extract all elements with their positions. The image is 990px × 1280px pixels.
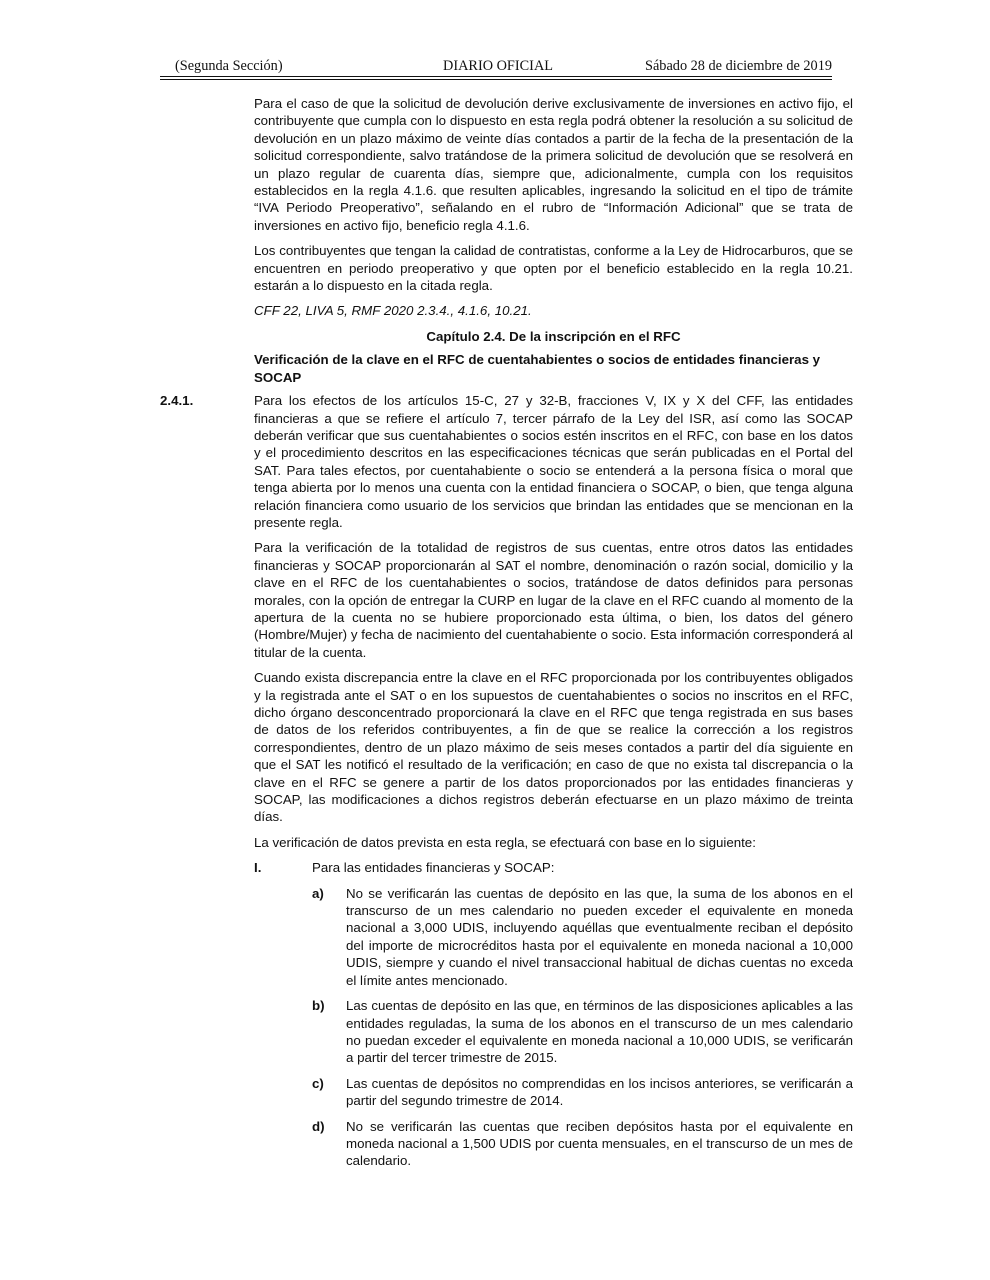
item-text: Las cuentas de depósitos no comprendidas en los incisos anteriores, se verificarán a partir del segundo trimestre de 2014. — [346, 1075, 853, 1109]
rule-heading: Verificación de la clave en el RFC de cuentahabientes o socios de entidades financieras y SOCAP — [254, 352, 821, 385]
item-text: Las cuentas de depósito en las que, en términos de las disposiciones aplicables a las entidades reguladas, la suma de los abonos en el transcurso de un mes calendario no puedan exceder el equivalente en moneda nacional a 10,000 UDIS, se verificarán a partir del tercer trimestre de 2015. — [346, 998, 853, 1066]
paragraph: Los contribuyentes que tengan la calidad de contratistas, conforme a la Ley de Hidrocarburos, que se encuentren en periodo preoperativo y que opten por el beneficio establecido en la regla 10.21. estarán a lo dispuesto en la citada regla. — [254, 243, 853, 294]
header-publication: DIARIO OFICIAL — [443, 58, 553, 74]
page-header — [160, 58, 832, 78]
paragraph: Cuando exista discrepancia entre la clave en el RFC proporcionada por los contribuyentes obligados y la registrada ante el SAT o en los supuestos de cuentahabientes o socios no inscritos en el RFC, dicho órgano desconcentrado proporcionará la clave en el RFC que tenga registrada en sus bases de datos de los referidos contribuyentes, a fin de que se realice la corrección a los registros correspondientes, dentro de un plazo máximo de seis meses contados a partir del día siguiente en que el SAT les notificó el resultado de la verificación; en caso de que no exista tal discrepancia o la clave en el RFC se genere a partir de los datos proporcionados por las entidades financieras y SOCAP, las modificaciones a dichos registros deberán efectuarse en un plazo máximo de treinta días. — [254, 670, 853, 825]
item-letter: b) — [312, 998, 325, 1014]
item-text: No se verificarán las cuentas de depósito en las que, la suma de los abonos en el transcurso de un mes calendario no pueden exceder el equivalente en moneda nacional a 3,000 UDIS, incluyendo aquéllas que eventualmente reciban el depósito del importe de microcréditos hasta por el equivalente en moneda nacional a 10,000 UDIS, siempre y cuando el nivel transaccional habitual de dichas cuentas no exceda el límite antes mencionado. — [346, 885, 853, 988]
paragraph: Para el caso de que la solicitud de devolución derive exclusivamente de inversiones en activo fijo, el contribuyente que cumpla con lo dispuesto en esta regla podrá obtener la resolución a su solicitud de devolución en un plazo máximo de veinte días contados a partir de la fecha de la presentación de la solicitud correspondiente, salvo tratándose de la primera solicitud de devolución que se resolverá en un plazo regular de cuarenta días, siempre que, adicionalmente, cumpla con los requisitos establecidos en la regla 4.1.6. que resulten aplicables, ingresando la solicitud en el tipo de trámite “IVA Periodo Preoperativo”, señalando en el rubro de “Información Adicional” que se trata de inversiones en activo fijo, beneficio regla 4.1.6. — [254, 96, 853, 233]
chapter-title: Capítulo 2.4. De la inscripción en el RFC — [426, 328, 681, 344]
paragraph: Para la verificación de la totalidad de registros de sus cuentas, entre otros datos las entidades financieras y SOCAP proporcionarán al SAT el nombre, denominación o razón social, domicilio y la clave en el RFC de los cuentahabientes o socios, tratándose de datos definidos para personas morales, con la opción de entregar la CURP en lugar de la clave en el RFC cuando al momento de la apertura de la cuenta no se hubiere proporcionado esta última, o bien, los datos del género (Hombre/Mujer) y fecha de nacimiento del cuentahabiente o socio. Esta información corresponderá al titular de la cuenta. — [254, 540, 853, 660]
item-letter: c) — [312, 1075, 324, 1091]
item-letter: a) — [312, 885, 324, 901]
list-item — [312, 885, 853, 989]
header-divider — [160, 76, 832, 77]
rule-2-4-1 — [160, 392, 853, 531]
header-section: (Segunda Sección) — [175, 58, 283, 74]
header-divider-double — [160, 79, 832, 80]
fraction-i — [254, 859, 853, 1170]
legal-citation: CFF 22, LIVA 5, RMF 2020 2.3.4., 4.1.6, 10.21. — [254, 303, 532, 319]
fraction-text: Para las entidades financieras y SOCAP: — [312, 860, 555, 876]
list-item — [312, 1118, 853, 1170]
paragraph: Para los efectos de los artículos 15-C, 27 y 32-B, fracciones V, IX y X del CFF, las entidades financieras a que se refiere el artículo 7, tercer párrafo de la Ley del ISR, así como las SOCAP deberán verificar que sus cuentahabientes o socios estén inscritos en el RFC, con base en los datos y el procedimiento descritos en las especificaciones técnicas que serán publicadas en el Portal del SAT. Para tales efectos, por cuentahabiente o socio se entenderá a la persona física o moral que tenga abierta por lo menos una cuenta con la entidad financiera o SOCAP, o bien, que tenga alguna relación financiera como usuario de los servicios que brindan las entidades que se mencionan en la presente regla. — [254, 393, 853, 530]
item-letter: d) — [312, 1118, 325, 1134]
paragraph: La verificación de datos prevista en esta regla, se efectuará con base en lo siguiente: — [254, 834, 756, 850]
item-text: No se verificarán las cuentas que reciben depósitos hasta por el equivalente en moneda nacional a 1,500 UDIS por cuenta mensuales, en el transcurso de un mes de calendario. — [346, 1118, 853, 1169]
rule-number: 2.4.1. — [160, 393, 194, 409]
list-item — [312, 1075, 853, 1110]
fraction-numeral: I. — [254, 860, 262, 876]
header-date: Sábado 28 de diciembre de 2019 — [645, 58, 832, 74]
list-item — [312, 997, 853, 1067]
document-body — [160, 95, 853, 1178]
